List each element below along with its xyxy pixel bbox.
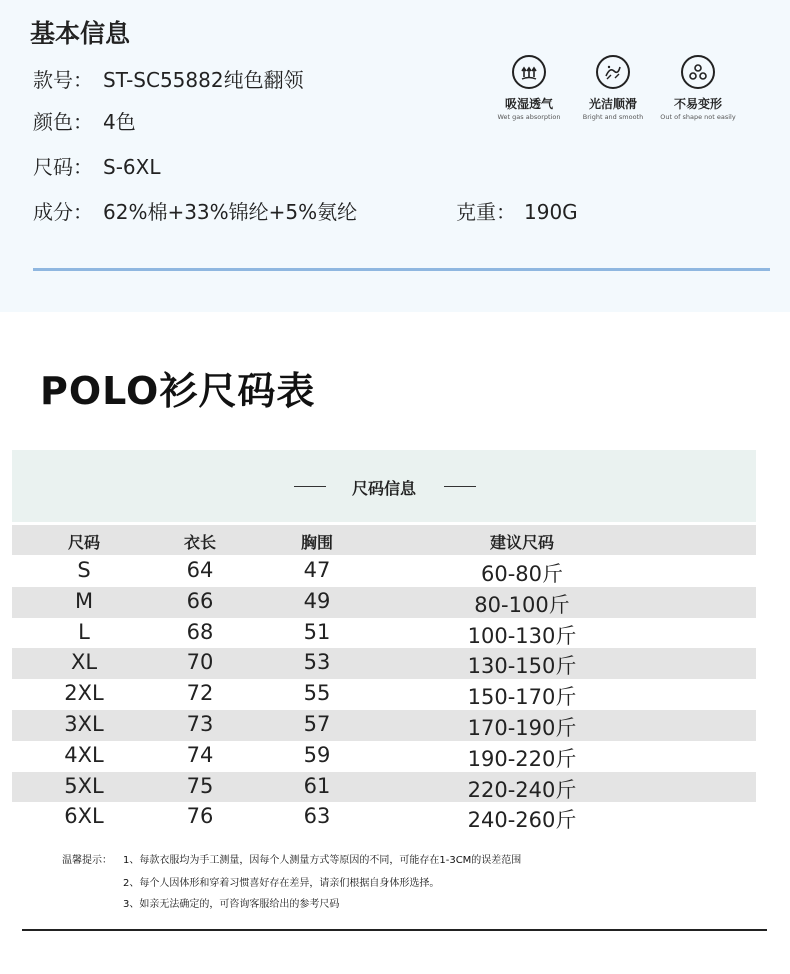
cell-length: 70 (186, 650, 214, 675)
cell-length: 66 (186, 588, 214, 613)
cell-recommended: 240-260斤 (467, 808, 577, 833)
size-info-band (12, 450, 756, 522)
cell-chest: 61 (303, 773, 331, 798)
basic-info-panel (0, 0, 790, 312)
header-chest: 胸围 (300, 533, 333, 552)
composition-value: 62%棉+33%锦纶+5%氨纶 (103, 200, 358, 224)
cell-size: M (74, 588, 94, 613)
size-range-value: S-6XL (103, 155, 161, 179)
cell-size: 2XL (64, 681, 104, 706)
info-title: 基本信息 (30, 19, 131, 48)
info-divider (33, 268, 770, 271)
table-row (12, 772, 756, 803)
cell-chest: 47 (303, 558, 331, 582)
table-row (12, 587, 756, 618)
feature-shape (655, 55, 741, 121)
composition-label: 成分： (33, 200, 93, 224)
cell-chest: 53 (303, 650, 331, 675)
tip-item: 2、每个人因体形和穿着习惯喜好存在差异，请亲们根据自身体形选择。 (123, 878, 440, 889)
cell-size: 5XL (64, 773, 104, 798)
feature-moisture (486, 55, 572, 121)
tip-item: 3、如亲无法确定的，可咨询客服给出的参考尺码 (123, 899, 340, 910)
bottom-divider (22, 929, 767, 931)
cell-size: 3XL (64, 711, 104, 736)
cell-recommended: 60-80斤 (480, 562, 564, 586)
size-chart-title: POLO衫尺码表 (40, 369, 316, 413)
composition-row (33, 196, 357, 225)
weight-label: 克重： (456, 200, 516, 224)
cell-chest: 49 (303, 588, 331, 613)
style-number-value: ST-SC55882纯色翻领 (103, 68, 304, 92)
color-label: 颜色： (33, 110, 93, 134)
size-info-label: 尺码信息 (351, 479, 416, 498)
feature-shape-en: Out of shape not easily (660, 113, 736, 121)
cell-recommended: 190-220斤 (467, 746, 577, 771)
cell-length: 73 (186, 711, 214, 736)
table-row (12, 710, 756, 741)
size-range-label: 尺码： (33, 155, 93, 179)
cell-chest: 57 (303, 711, 331, 736)
weight-row (456, 196, 578, 225)
cell-recommended: 220-240斤 (467, 777, 577, 802)
weight-value: 190G (524, 200, 578, 224)
cell-chest: 63 (303, 804, 331, 829)
cell-size: S (77, 558, 91, 582)
band-line-right (444, 486, 476, 487)
sparkle-fabric-icon (596, 55, 630, 89)
size-table-body (12, 556, 756, 833)
color-row (33, 106, 136, 135)
table-row (12, 741, 756, 772)
table-header-row (12, 525, 756, 555)
table-row (12, 556, 756, 587)
cell-length: 68 (186, 619, 214, 644)
style-number-row (33, 64, 304, 93)
feature-moisture-cn: 吸湿透气 (504, 97, 553, 111)
cell-length: 72 (186, 681, 214, 706)
cell-recommended: 80-100斤 (474, 592, 570, 617)
feature-moisture-en: Wet gas absorption (497, 113, 561, 121)
shape-retain-icon (681, 55, 715, 89)
cell-length: 64 (186, 558, 214, 582)
cell-chest: 51 (303, 619, 331, 644)
cell-length: 76 (186, 804, 214, 829)
cell-size: 4XL (64, 742, 104, 767)
table-row (12, 679, 756, 710)
cell-recommended: 100-130斤 (467, 623, 577, 648)
feature-smooth-en: Bright and smooth (582, 113, 644, 121)
cell-chest: 55 (303, 681, 331, 706)
cell-size: XL (70, 650, 98, 675)
header-recommended: 建议尺码 (489, 533, 554, 552)
color-value: 4色 (103, 110, 136, 134)
cell-length: 75 (186, 773, 214, 798)
cell-recommended: 130-150斤 (467, 654, 577, 679)
tips-label: 温馨提示： (62, 855, 112, 866)
cell-size: 6XL (64, 804, 104, 829)
moisture-icon (512, 55, 546, 89)
table-row (12, 618, 756, 649)
feature-smooth-cn: 光洁顺滑 (588, 97, 637, 111)
cell-size: L (78, 619, 90, 644)
cell-recommended: 170-190斤 (467, 715, 577, 740)
table-row (12, 802, 756, 833)
feature-smooth (570, 55, 656, 121)
size-range-row (33, 151, 160, 180)
header-size: 尺码 (67, 533, 100, 552)
header-length: 衣长 (183, 533, 216, 552)
style-number-label: 款号： (33, 68, 93, 92)
cell-length: 74 (186, 742, 214, 767)
cell-recommended: 150-170斤 (467, 685, 577, 710)
feature-shape-cn: 不易变形 (673, 97, 722, 111)
table-row (12, 648, 756, 679)
tip-item: 1、每款衣服均为手工测量，因每个人测量方式等原因的不同，可能存在1-3CM的误差范围 (123, 855, 522, 866)
cell-chest: 59 (303, 742, 331, 767)
